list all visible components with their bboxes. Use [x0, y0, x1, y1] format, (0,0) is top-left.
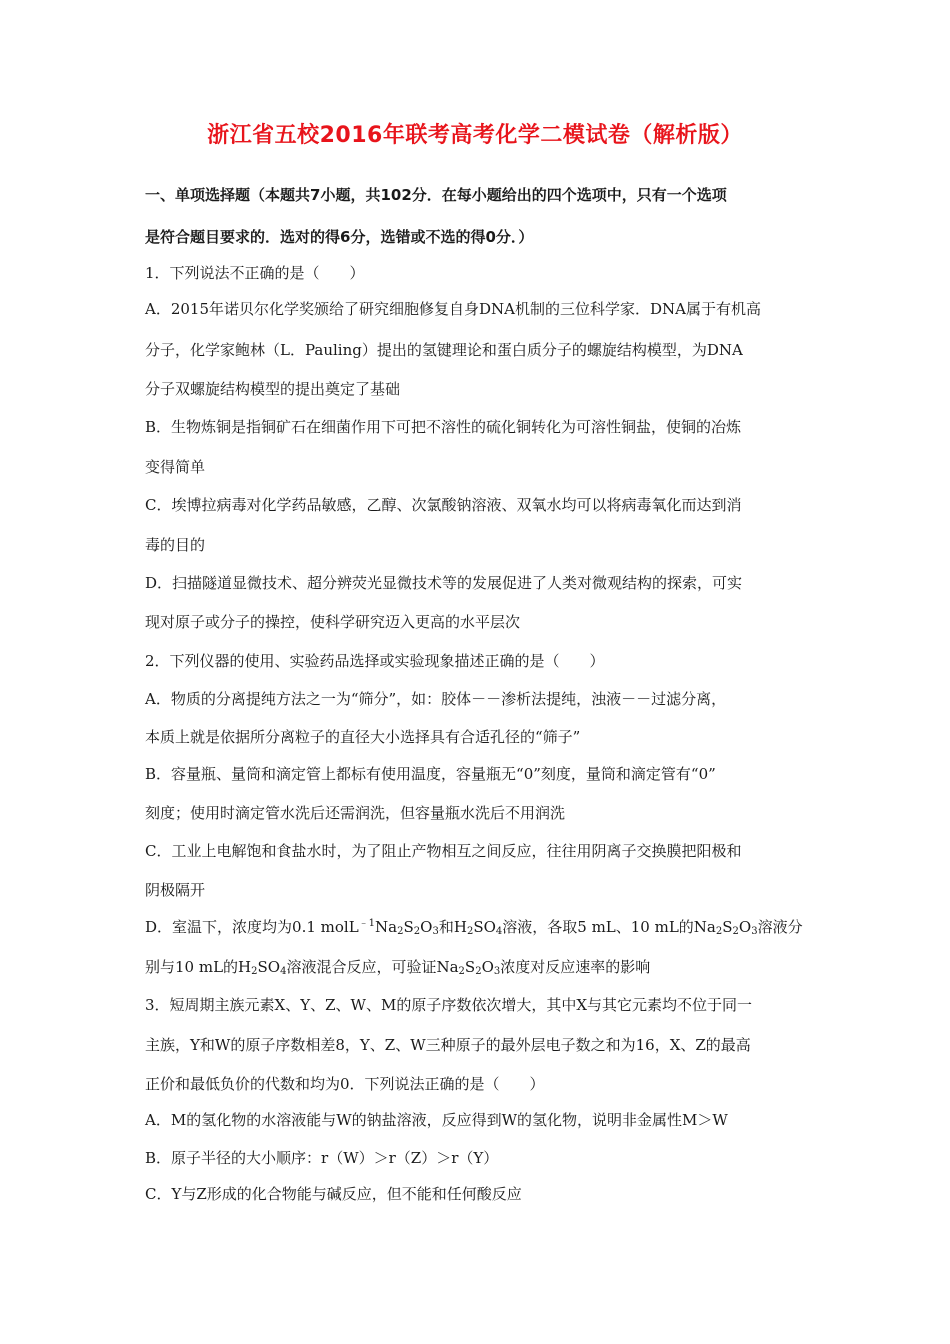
q1-option-c-line-2: 毒的目的 [145, 536, 206, 554]
q3-option-a: A．M的氢化物的水溶液能与W的钠盐溶液，反应得到W的氢化物，说明非金属性M＞W [145, 1111, 728, 1129]
q3-stem-line-3: 正价和最低负价的代数和均为0．下列说法正确的是（ ） [145, 1075, 545, 1093]
q1-option-a-line-2: 分子，化学家鲍林（L．Pauling）提出的氢键理论和蛋白质分子的螺旋结构模型，为DNA [145, 341, 743, 359]
q2-option-c-line-1: C．工业上电解饱和食盐水时，为了阻止产物相互之间反应，往往用阴离子交换膜把阳极和 [145, 842, 742, 860]
q1-option-b-line-2: 变得简单 [145, 458, 206, 476]
q3-option-c: C．Y与Z形成的化合物能与碱反应，但不能和任何酸反应 [145, 1185, 522, 1203]
q2-option-d-line-2: 别与10 mL的$H_2SO_4$溶液混合反应，可验证$Na_2S_2O_3$浓度对反应速率的影响 [145, 958, 651, 977]
document-title: 浙江省五校2016年联考高考化学二模试卷（解析版） [207, 123, 743, 148]
q2-option-b-line-2: 刻度；使用时滴定管水洗后还需润洗，但容量瓶水洗后不用润洗 [145, 804, 566, 822]
q1-option-a-line-1: A．2015年诺贝尔化学奖颁给了研究细胞修复自身DNA机制的三位科学家．DNA属于有机高 [145, 300, 761, 318]
q2-option-c-line-2: 阴极隔开 [145, 881, 206, 899]
q2-option-a-line-1: A．物质的分离提纯方法之一为“筛分”，如：胶体－－渗析法提纯，浊液－－过滤分离， [145, 690, 727, 708]
section-heading-line-1: 一、单项选择题（本题共7小题，共102分．在每小题给出的四个选项中，只有一个选项 [145, 186, 727, 204]
q1-option-d-line-1: D．扫描隧道显微技术、超分辨荧光显微技术等的发展促进了人类对微观结构的探索，可实 [145, 574, 743, 592]
section-heading-line-2: 是符合题目要求的．选对的得6分，选错或不选的得0分．） [145, 228, 534, 246]
q3-stem-line-1: 3．短周期主族元素X、Y、Z、W、M的原子序数依次增大，其中X与其它元素均不位于同一 [145, 996, 753, 1014]
q3-stem-line-2: 主族，Y和W的原子序数相差8，Y、Z、W三种原子的最外层电子数之和为16，X、Z的最高 [145, 1036, 751, 1054]
q2-option-a-line-2: 本质上就是依据所分离粒子的直径大小选择具有合适孔径的“筛子” [145, 728, 581, 746]
q2-stem: 2．下列仪器的使用、实验药品选择或实验现象描述正确的是（ ） [145, 652, 605, 670]
q1-option-b-line-1: B．生物炼铜是指铜矿石在细菌作用下可把不溶性的硫化铜转化为可溶性铜盐，使铜的冶炼 [145, 418, 742, 436]
q1-option-a-line-3: 分子双螺旋结构模型的提出奠定了基础 [145, 380, 401, 398]
q1-option-d-line-2: 现对原子或分子的操控，使科学研究迈入更高的水平层次 [145, 613, 521, 631]
q3-option-b: B．原子半径的大小顺序：r（W）＞r（Z）＞r（Y） [145, 1149, 499, 1167]
q1-option-c-line-1: C．埃博拉病毒对化学药品敏感，乙醇、次氯酸钠溶液、双氧水均可以将病毒氧化而达到消 [145, 496, 742, 514]
q1-stem: 1．下列说法不正确的是（ ） [145, 264, 365, 282]
q2-option-d-line-1: D．室温下，浓度均为0.1 $molL^{﹣1}Na_2S_2O_3$和$H_2SO_4$溶液，各取5 mL、10 mL的$Na_2S_2O_3$溶液分 [145, 918, 803, 937]
q2-option-b-line-1: B．容量瓶、量筒和滴定管上都标有使用温度，容量瓶无“0”刻度，量筒和滴定管有“0” [145, 765, 716, 783]
